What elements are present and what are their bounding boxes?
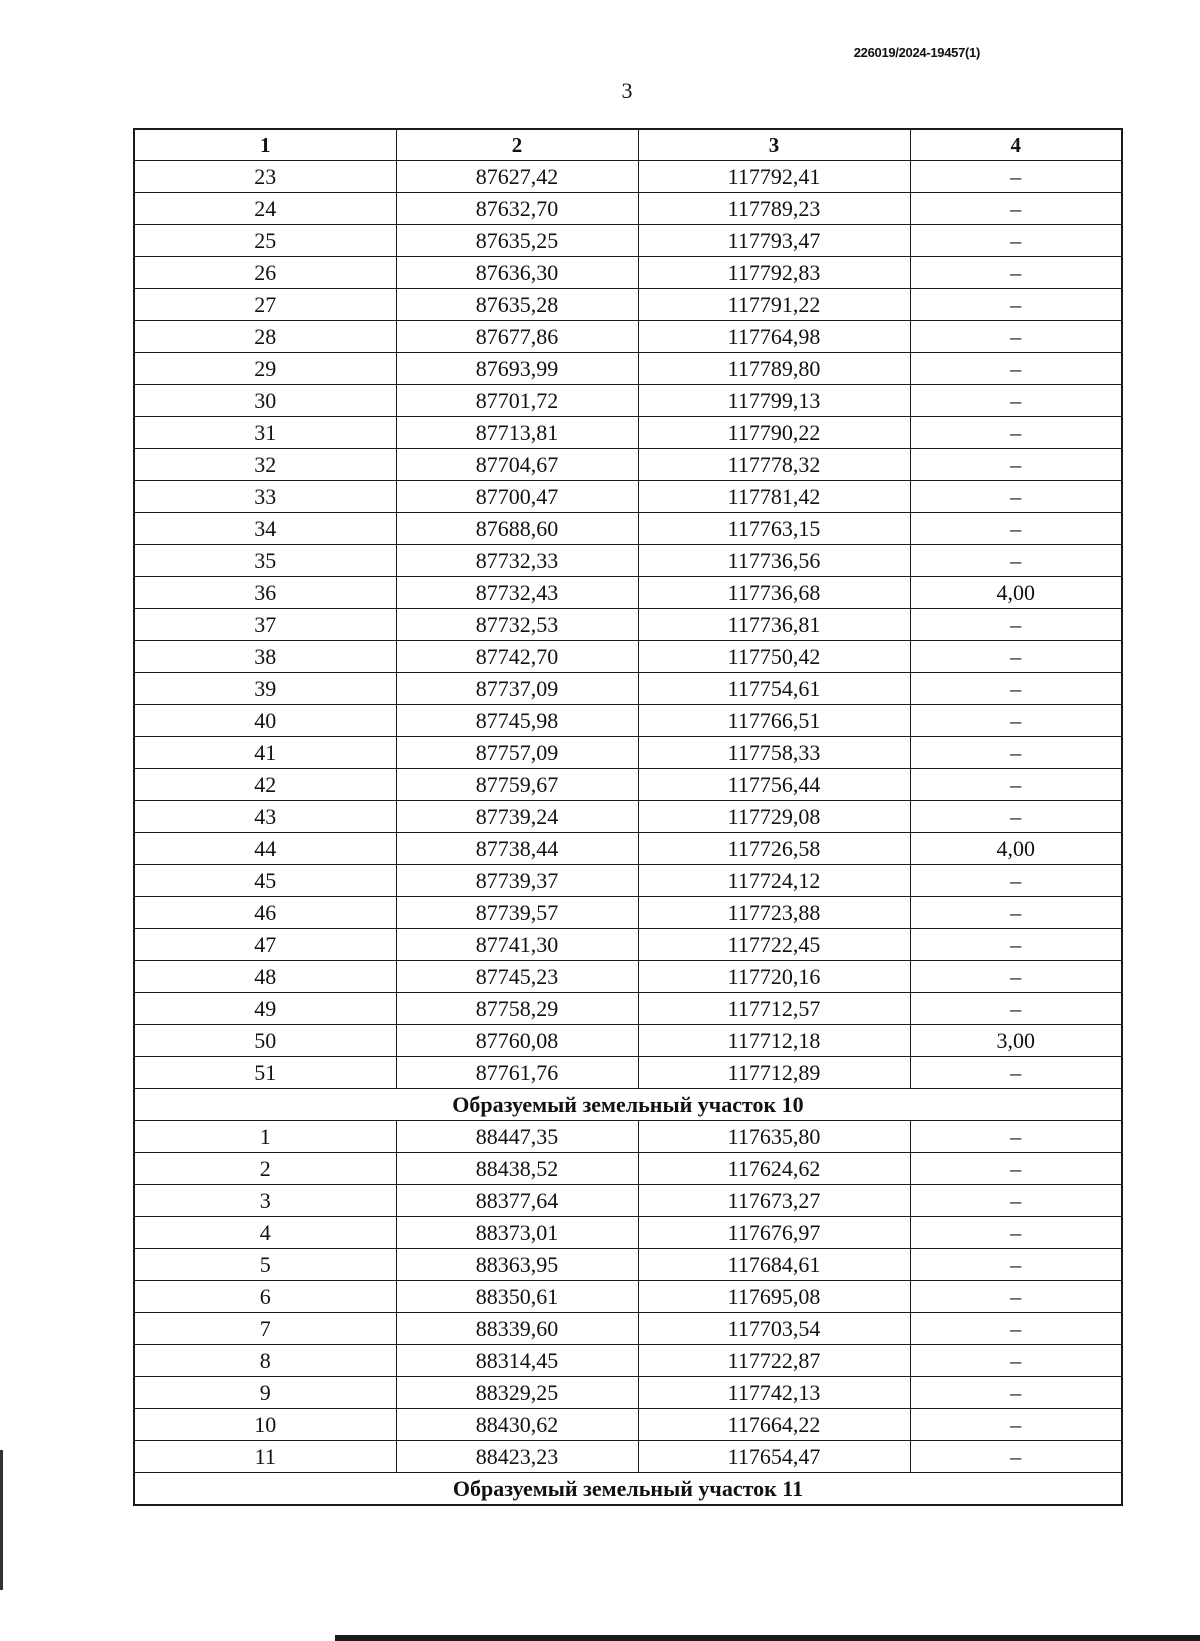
point-number-cell: 10 <box>134 1409 396 1441</box>
point-number-cell: 32 <box>134 449 396 481</box>
value-cell: – <box>910 161 1122 193</box>
x-coordinate-cell: 87635,25 <box>396 225 638 257</box>
point-number-cell: 24 <box>134 193 396 225</box>
value-cell: – <box>910 641 1122 673</box>
point-number-cell: 31 <box>134 417 396 449</box>
y-coordinate-cell: 117723,88 <box>638 897 910 929</box>
x-coordinate-cell: 87704,67 <box>396 449 638 481</box>
y-coordinate-cell: 117791,22 <box>638 289 910 321</box>
value-cell: – <box>910 801 1122 833</box>
table-row <box>134 1377 1122 1409</box>
point-number-cell: 1 <box>134 1121 396 1153</box>
point-number-cell: 9 <box>134 1377 396 1409</box>
document-id: 226019/2024-19457(1) <box>853 45 980 60</box>
y-coordinate-cell: 117793,47 <box>638 225 910 257</box>
y-coordinate-cell: 117712,57 <box>638 993 910 1025</box>
y-coordinate-cell: 117736,56 <box>638 545 910 577</box>
x-coordinate-cell: 87745,23 <box>396 961 638 993</box>
y-coordinate-cell: 117750,42 <box>638 641 910 673</box>
table-row <box>134 865 1122 897</box>
x-coordinate-cell: 88430,62 <box>396 1409 638 1441</box>
x-coordinate-cell: 88438,52 <box>396 1153 638 1185</box>
point-number-cell: 11 <box>134 1441 396 1473</box>
y-coordinate-cell: 117664,22 <box>638 1409 910 1441</box>
value-cell: – <box>910 1185 1122 1217</box>
y-coordinate-cell: 117789,23 <box>638 193 910 225</box>
value-cell: – <box>910 1313 1122 1345</box>
point-number-cell: 50 <box>134 1025 396 1057</box>
y-coordinate-cell: 117720,16 <box>638 961 910 993</box>
value-cell: – <box>910 481 1122 513</box>
point-number-cell: 48 <box>134 961 396 993</box>
header-row <box>134 129 1122 161</box>
value-cell: – <box>910 353 1122 385</box>
x-coordinate-cell: 87761,76 <box>396 1057 638 1089</box>
x-coordinate-cell: 88339,60 <box>396 1313 638 1345</box>
table-row <box>134 1441 1122 1473</box>
value-cell: – <box>910 1057 1122 1089</box>
value-cell: – <box>910 1153 1122 1185</box>
value-cell: – <box>910 865 1122 897</box>
value-cell: – <box>910 1409 1122 1441</box>
value-cell: – <box>910 993 1122 1025</box>
y-coordinate-cell: 117789,80 <box>638 353 910 385</box>
table-row <box>134 673 1122 705</box>
value-cell: – <box>910 257 1122 289</box>
x-coordinate-cell: 87739,57 <box>396 897 638 929</box>
point-number-cell: 43 <box>134 801 396 833</box>
x-coordinate-cell: 87635,28 <box>396 289 638 321</box>
value-cell: 3,00 <box>910 1025 1122 1057</box>
x-coordinate-cell: 88377,64 <box>396 1185 638 1217</box>
table-row <box>134 385 1122 417</box>
value-cell: – <box>910 609 1122 641</box>
table-row <box>134 257 1122 289</box>
x-coordinate-cell: 87758,29 <box>396 993 638 1025</box>
point-number-cell: 29 <box>134 353 396 385</box>
value-cell: – <box>910 897 1122 929</box>
table-row <box>134 1409 1122 1441</box>
table-body <box>134 161 1122 1506</box>
value-cell: – <box>910 193 1122 225</box>
point-number-cell: 2 <box>134 1153 396 1185</box>
point-number-cell: 8 <box>134 1345 396 1377</box>
table-row <box>134 193 1122 225</box>
value-cell: – <box>910 705 1122 737</box>
y-coordinate-cell: 117635,80 <box>638 1121 910 1153</box>
x-coordinate-cell: 87745,98 <box>396 705 638 737</box>
point-number-cell: 47 <box>134 929 396 961</box>
table-row <box>134 993 1122 1025</box>
point-number-cell: 37 <box>134 609 396 641</box>
y-coordinate-cell: 117695,08 <box>638 1281 910 1313</box>
x-coordinate-cell: 87732,53 <box>396 609 638 641</box>
value-cell: 4,00 <box>910 577 1122 609</box>
y-coordinate-cell: 117703,54 <box>638 1313 910 1345</box>
point-number-cell: 27 <box>134 289 396 321</box>
table-row <box>134 481 1122 513</box>
table-row <box>134 161 1122 193</box>
y-coordinate-cell: 117684,61 <box>638 1249 910 1281</box>
table-row <box>134 449 1122 481</box>
section-title: Образуемый земельный участок 10 <box>134 1089 1122 1121</box>
x-coordinate-cell: 87701,72 <box>396 385 638 417</box>
column-header-3: 3 <box>638 129 910 161</box>
y-coordinate-cell: 117792,41 <box>638 161 910 193</box>
point-number-cell: 45 <box>134 865 396 897</box>
x-coordinate-cell: 87693,99 <box>396 353 638 385</box>
point-number-cell: 36 <box>134 577 396 609</box>
point-number-cell: 30 <box>134 385 396 417</box>
coordinates-table <box>133 128 1123 1506</box>
y-coordinate-cell: 117742,13 <box>638 1377 910 1409</box>
x-coordinate-cell: 88363,95 <box>396 1249 638 1281</box>
table-header <box>134 129 1122 161</box>
x-coordinate-cell: 87636,30 <box>396 257 638 289</box>
table-row <box>134 289 1122 321</box>
point-number-cell: 23 <box>134 161 396 193</box>
x-coordinate-cell: 88350,61 <box>396 1281 638 1313</box>
page-number: 3 <box>621 78 633 103</box>
value-cell: – <box>910 1217 1122 1249</box>
point-number-cell: 3 <box>134 1185 396 1217</box>
point-number-cell: 28 <box>134 321 396 353</box>
x-coordinate-cell: 87700,47 <box>396 481 638 513</box>
x-coordinate-cell: 88447,35 <box>396 1121 638 1153</box>
value-cell: – <box>910 769 1122 801</box>
column-header-1: 1 <box>134 129 396 161</box>
table-row <box>134 609 1122 641</box>
value-cell: – <box>910 961 1122 993</box>
y-coordinate-cell: 117778,32 <box>638 449 910 481</box>
value-cell: – <box>910 1281 1122 1313</box>
table-row <box>134 225 1122 257</box>
y-coordinate-cell: 117712,18 <box>638 1025 910 1057</box>
y-coordinate-cell: 117766,51 <box>638 705 910 737</box>
column-header-2: 2 <box>396 129 638 161</box>
value-cell: – <box>910 1377 1122 1409</box>
value-cell: – <box>910 1249 1122 1281</box>
section-title: Образуемый земельный участок 11 <box>134 1473 1122 1506</box>
table-row <box>134 1217 1122 1249</box>
point-number-cell: 46 <box>134 897 396 929</box>
table-row <box>134 321 1122 353</box>
x-coordinate-cell: 87688,60 <box>396 513 638 545</box>
point-number-cell: 26 <box>134 257 396 289</box>
table-row <box>134 1313 1122 1345</box>
x-coordinate-cell: 87739,37 <box>396 865 638 897</box>
table-row <box>134 417 1122 449</box>
y-coordinate-cell: 117756,44 <box>638 769 910 801</box>
value-cell: – <box>910 737 1122 769</box>
point-number-cell: 35 <box>134 545 396 577</box>
table-row <box>134 1057 1122 1089</box>
value-cell: – <box>910 673 1122 705</box>
table-row <box>134 961 1122 993</box>
y-coordinate-cell: 117781,42 <box>638 481 910 513</box>
y-coordinate-cell: 117722,87 <box>638 1345 910 1377</box>
table-row <box>134 705 1122 737</box>
column-header-4: 4 <box>910 129 1122 161</box>
point-number-cell: 33 <box>134 481 396 513</box>
x-coordinate-cell: 87739,24 <box>396 801 638 833</box>
x-coordinate-cell: 88329,25 <box>396 1377 638 1409</box>
value-cell: – <box>910 321 1122 353</box>
table-row <box>134 1345 1122 1377</box>
x-coordinate-cell: 87742,70 <box>396 641 638 673</box>
x-coordinate-cell: 87757,09 <box>396 737 638 769</box>
value-cell: – <box>910 449 1122 481</box>
y-coordinate-cell: 117712,89 <box>638 1057 910 1089</box>
table-row <box>134 801 1122 833</box>
x-coordinate-cell: 88314,45 <box>396 1345 638 1377</box>
table-row <box>134 1249 1122 1281</box>
value-cell: – <box>910 929 1122 961</box>
point-number-cell: 44 <box>134 833 396 865</box>
x-coordinate-cell: 88423,23 <box>396 1441 638 1473</box>
value-cell: – <box>910 385 1122 417</box>
table-row <box>134 833 1122 865</box>
point-number-cell: 42 <box>134 769 396 801</box>
table-row <box>134 353 1122 385</box>
section-row <box>134 1473 1122 1506</box>
y-coordinate-cell: 117758,33 <box>638 737 910 769</box>
scan-bottom-bar <box>335 1635 1200 1641</box>
table-row <box>134 769 1122 801</box>
point-number-cell: 38 <box>134 641 396 673</box>
y-coordinate-cell: 117624,62 <box>638 1153 910 1185</box>
x-coordinate-cell: 87741,30 <box>396 929 638 961</box>
y-coordinate-cell: 117673,27 <box>638 1185 910 1217</box>
y-coordinate-cell: 117790,22 <box>638 417 910 449</box>
point-number-cell: 40 <box>134 705 396 737</box>
point-number-cell: 6 <box>134 1281 396 1313</box>
table-row <box>134 1121 1122 1153</box>
x-coordinate-cell: 87738,44 <box>396 833 638 865</box>
point-number-cell: 51 <box>134 1057 396 1089</box>
point-number-cell: 5 <box>134 1249 396 1281</box>
scan-edge-mark <box>0 1450 3 1590</box>
table-row <box>134 897 1122 929</box>
table-row <box>134 929 1122 961</box>
y-coordinate-cell: 117763,15 <box>638 513 910 545</box>
table-row <box>134 1153 1122 1185</box>
point-number-cell: 41 <box>134 737 396 769</box>
y-coordinate-cell: 117736,81 <box>638 609 910 641</box>
point-number-cell: 7 <box>134 1313 396 1345</box>
y-coordinate-cell: 117729,08 <box>638 801 910 833</box>
point-number-cell: 4 <box>134 1217 396 1249</box>
table-row <box>134 513 1122 545</box>
y-coordinate-cell: 117792,83 <box>638 257 910 289</box>
x-coordinate-cell: 87677,86 <box>396 321 638 353</box>
table-row <box>134 737 1122 769</box>
y-coordinate-cell: 117722,45 <box>638 929 910 961</box>
table-row <box>134 1281 1122 1313</box>
y-coordinate-cell: 117799,13 <box>638 385 910 417</box>
y-coordinate-cell: 117654,47 <box>638 1441 910 1473</box>
value-cell: – <box>910 1345 1122 1377</box>
x-coordinate-cell: 87759,67 <box>396 769 638 801</box>
x-coordinate-cell: 87713,81 <box>396 417 638 449</box>
y-coordinate-cell: 117736,68 <box>638 577 910 609</box>
value-cell: – <box>910 225 1122 257</box>
value-cell: 4,00 <box>910 833 1122 865</box>
y-coordinate-cell: 117764,98 <box>638 321 910 353</box>
value-cell: – <box>910 417 1122 449</box>
table-row <box>134 1025 1122 1057</box>
x-coordinate-cell: 87632,70 <box>396 193 638 225</box>
x-coordinate-cell: 87732,33 <box>396 545 638 577</box>
point-number-cell: 34 <box>134 513 396 545</box>
y-coordinate-cell: 117726,58 <box>638 833 910 865</box>
y-coordinate-cell: 117676,97 <box>638 1217 910 1249</box>
point-number-cell: 49 <box>134 993 396 1025</box>
value-cell: – <box>910 1441 1122 1473</box>
y-coordinate-cell: 117724,12 <box>638 865 910 897</box>
table-row <box>134 1185 1122 1217</box>
value-cell: – <box>910 513 1122 545</box>
table-row <box>134 577 1122 609</box>
x-coordinate-cell: 87732,43 <box>396 577 638 609</box>
x-coordinate-cell: 87737,09 <box>396 673 638 705</box>
value-cell: – <box>910 545 1122 577</box>
value-cell: – <box>910 289 1122 321</box>
point-number-cell: 39 <box>134 673 396 705</box>
x-coordinate-cell: 88373,01 <box>396 1217 638 1249</box>
table-row <box>134 545 1122 577</box>
section-row <box>134 1089 1122 1121</box>
x-coordinate-cell: 87760,08 <box>396 1025 638 1057</box>
point-number-cell: 25 <box>134 225 396 257</box>
value-cell: – <box>910 1121 1122 1153</box>
y-coordinate-cell: 117754,61 <box>638 673 910 705</box>
table-row <box>134 641 1122 673</box>
x-coordinate-cell: 87627,42 <box>396 161 638 193</box>
